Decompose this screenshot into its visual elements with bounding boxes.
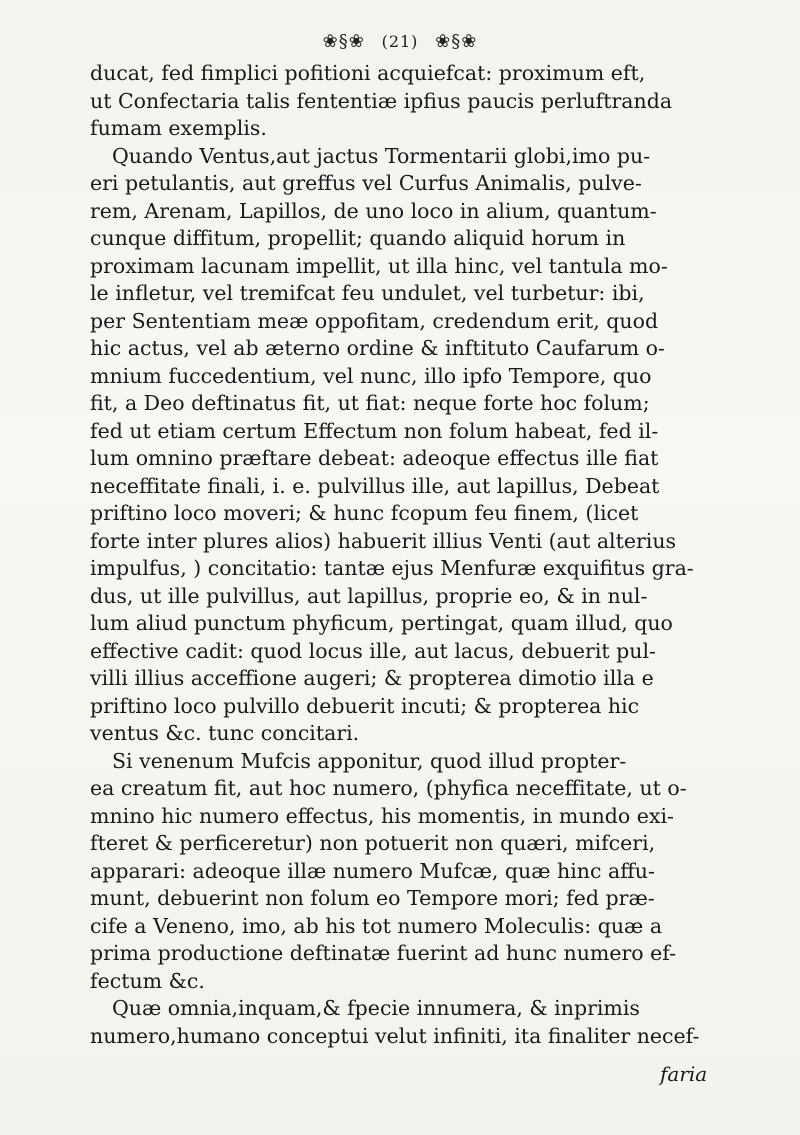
text-line: priftino loco moveri; & hunc fcopum feu finem, (licet bbox=[90, 501, 639, 525]
text-line: villi illius acceffione augeri; & propterea dimotio illa e bbox=[90, 666, 654, 690]
text-line: prima productione deftinatæ fuerint ad hunc numero ef- bbox=[90, 941, 677, 965]
paragraph-start-line: Quando Ventus,aut jactus Tormentarii globi,imo pu- bbox=[112, 143, 651, 168]
text-line: munt, debuerint non folum eo Tempore mori; fed præ- bbox=[90, 886, 655, 910]
text-line: fectum &c. bbox=[90, 968, 205, 993]
text-line: ventus &c. tunc concitari. bbox=[90, 721, 360, 745]
text-line: numero,humano conceptui velut infiniti, ita finaliter necef- bbox=[90, 1023, 700, 1048]
text-line: lum omnino præftare debeat: adeoque effectus ille fiat bbox=[90, 446, 659, 470]
page-number: (21) bbox=[381, 31, 419, 51]
text-line: ea creatum fit, aut hoc numero, (phyfica neceffitate, ut o- bbox=[90, 776, 687, 800]
text-line: ducat, fed fimplici pofitioni acquiefcat: proximum eft, bbox=[90, 61, 646, 85]
text-line: ut Confectaria talis fententiæ ipfius paucis perluftranda bbox=[90, 88, 673, 113]
text-line: cife a Veneno, imo, ab his tot numero Moleculis: quæ a bbox=[90, 913, 663, 938]
text-line: proximam lacunam impellit, ut illa hinc, vel tantula mo- bbox=[90, 253, 668, 278]
text-line: apparari: adeoque illæ numero Mufcæ, quæ hinc affu- bbox=[90, 858, 655, 883]
text-line: eri petulantis, aut greffus vel Curfus Animalis, pulve- bbox=[90, 171, 642, 195]
text-line: impulfus, ) concitatio: tantæ ejus Menfuræ exquifitus gra- bbox=[90, 556, 694, 580]
text-line: per Sententiam meæ oppofitam, credendum erit, quod bbox=[90, 308, 659, 333]
text-line: mnium fuccedentium, vel nunc, illo ipfo Tempore, quo bbox=[90, 363, 652, 388]
text-line: neceffitate finali, i. e. pulvillus ille, aut lapillus, Debeat bbox=[90, 473, 660, 498]
paragraph-start-line: Si venenum Mufcis apponitur, quod illud propter- bbox=[112, 748, 627, 773]
text-line: fumam exemplis. bbox=[90, 116, 267, 140]
paragraph-start-line: Quæ omnia,inquam,& fpecie innumera, & inprimis bbox=[112, 996, 640, 1020]
ornament-left-icon: ❀§❀ bbox=[322, 30, 365, 52]
text-line: fed ut etiam certum Effectum non folum habeat, fed il- bbox=[90, 418, 659, 443]
text-line: le infletur, vel tremifcat feu undulet, vel turbetur: ibi, bbox=[90, 281, 645, 305]
text-line: lum aliud punctum phyficum, pertingat, quam illud, quo bbox=[90, 611, 673, 635]
catchword: faria bbox=[660, 1062, 708, 1086]
text-line: forte inter plures alios) habuerit illius Venti (aut alterius bbox=[90, 528, 677, 553]
body-text bbox=[90, 60, 725, 1050]
page-header bbox=[0, 30, 800, 52]
text-line: priftino loco pulvillo debuerit incuti; & propterea hic bbox=[90, 693, 640, 718]
text-line: rem, Arenam, Lapillos, de uno loco in alium, quantum- bbox=[90, 198, 657, 223]
text-line: effective cadit: quod locus ille, aut lacus, debuerit pul- bbox=[90, 638, 656, 663]
ornament-right-icon: ❀§❀ bbox=[435, 30, 478, 52]
text-line: fteret & perficeretur) non potuerit non quæri, mifceri, bbox=[90, 831, 656, 855]
text-line: dus, ut ille pulvillus, aut lapillus, proprie eo, & in nul- bbox=[90, 583, 648, 608]
text-line: fit, a Deo deftinatus fit, ut fiat: neque forte hoc folum; bbox=[90, 391, 650, 415]
text-line: hic actus, vel ab æterno ordine & inftituto Caufarum o- bbox=[90, 336, 665, 360]
text-line: cunque diffitum, propellit; quando aliquid horum in bbox=[90, 226, 626, 250]
text-line: mnino hic numero effectus, his momentis, in mundo exi- bbox=[90, 803, 674, 828]
